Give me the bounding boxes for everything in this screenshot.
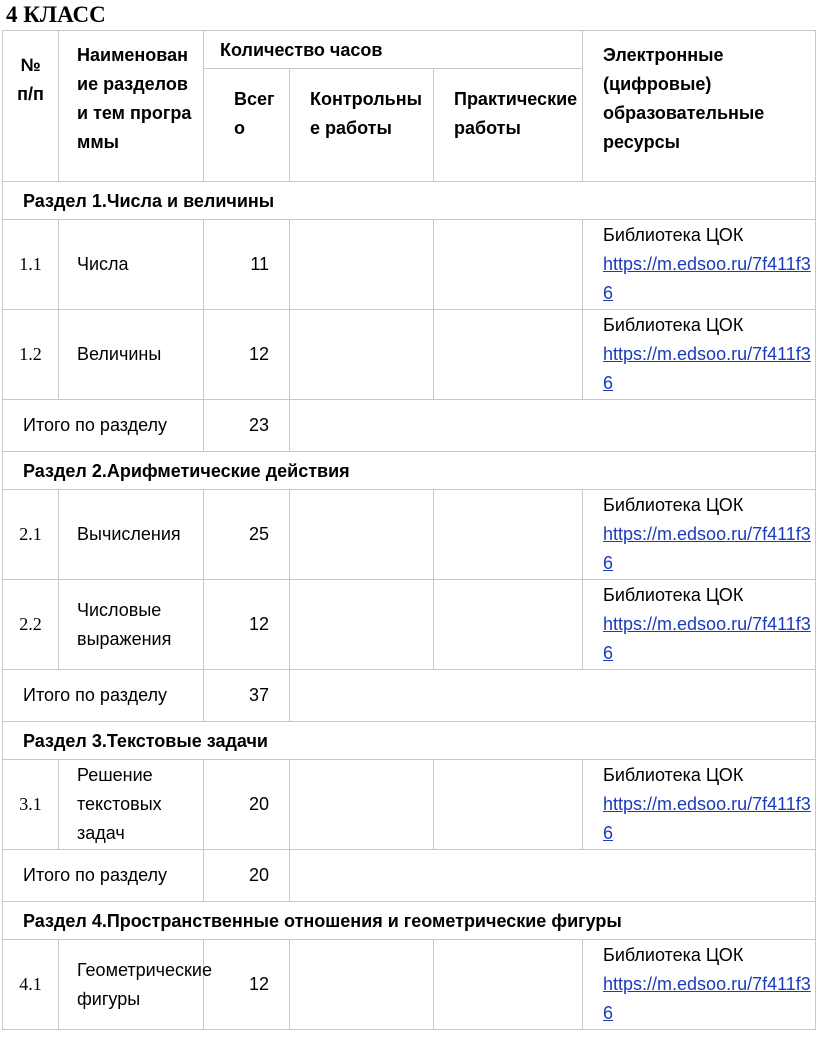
row-tests bbox=[290, 940, 434, 1030]
library-label: Библиотека ЦОК bbox=[603, 225, 744, 245]
row-hours: 12 bbox=[204, 940, 290, 1030]
header-practice-label: Практические работы bbox=[454, 89, 578, 138]
row-number: 4.1 bbox=[3, 940, 59, 1030]
table-row bbox=[3, 490, 816, 580]
header-resources bbox=[583, 31, 816, 182]
header-hours-label: Количество часов bbox=[220, 40, 383, 60]
header-hours bbox=[204, 31, 583, 69]
row-hours: 12 bbox=[204, 310, 290, 400]
row-tests bbox=[290, 310, 434, 400]
row-number: 1.2 bbox=[3, 310, 59, 400]
header-row bbox=[3, 31, 816, 69]
resource-link[interactable]: https://m.edsoo.ru/7f411f36 bbox=[603, 794, 811, 843]
table-row bbox=[3, 220, 816, 310]
header-no bbox=[3, 31, 59, 182]
row-practice bbox=[434, 940, 583, 1030]
total-empty bbox=[290, 400, 816, 452]
resource-link[interactable]: https://m.edsoo.ru/7f411f36 bbox=[603, 524, 811, 573]
library-label: Библиотека ЦОК bbox=[603, 765, 744, 785]
row-tests bbox=[290, 580, 434, 670]
library-label: Библиотека ЦОК bbox=[603, 315, 744, 335]
total-label: Итого по разделу bbox=[3, 400, 204, 452]
resource-link[interactable]: https://m.edsoo.ru/7f411f36 bbox=[603, 344, 811, 393]
row-hours: 11 bbox=[204, 220, 290, 310]
section-title: Раздел 1.Числа и величины bbox=[3, 182, 816, 220]
row-resources bbox=[583, 490, 816, 580]
section-total-row bbox=[3, 400, 816, 452]
row-resources bbox=[583, 220, 816, 310]
curriculum-table bbox=[2, 30, 816, 1030]
row-practice bbox=[434, 490, 583, 580]
section-title: Раздел 3.Текстовые задачи bbox=[3, 722, 816, 760]
section-row bbox=[3, 902, 816, 940]
library-label: Библиотека ЦОК bbox=[603, 945, 744, 965]
resource-link[interactable]: https://m.edsoo.ru/7f411f36 bbox=[603, 614, 811, 663]
row-hours: 20 bbox=[204, 760, 290, 850]
row-hours: 12 bbox=[204, 580, 290, 670]
table-row bbox=[3, 940, 816, 1030]
row-practice bbox=[434, 220, 583, 310]
header-name-label: Наименование разделов и тем программы bbox=[77, 45, 192, 152]
row-name: Решение текстовых задач bbox=[59, 760, 204, 850]
row-name: Вычисления bbox=[59, 490, 204, 580]
row-tests bbox=[290, 490, 434, 580]
table-row bbox=[3, 760, 816, 850]
header-no-label: № п/п bbox=[17, 55, 44, 104]
row-practice bbox=[434, 310, 583, 400]
header-total-label: Всего bbox=[234, 89, 275, 138]
header-tests bbox=[290, 69, 434, 182]
row-number: 2.2 bbox=[3, 580, 59, 670]
resource-link[interactable]: https://m.edsoo.ru/7f411f36 bbox=[603, 254, 811, 303]
table-row bbox=[3, 580, 816, 670]
header-name bbox=[59, 31, 204, 182]
row-name: Числа bbox=[59, 220, 204, 310]
section-title: Раздел 4.Пространственные отношения и геометрические фигуры bbox=[3, 902, 816, 940]
total-label: Итого по разделу bbox=[3, 850, 204, 902]
row-resources bbox=[583, 940, 816, 1030]
section-title: Раздел 2.Арифметические действия bbox=[3, 452, 816, 490]
row-hours: 25 bbox=[204, 490, 290, 580]
total-hours: 23 bbox=[204, 400, 290, 452]
header-total bbox=[204, 69, 290, 182]
total-hours: 20 bbox=[204, 850, 290, 902]
section-row bbox=[3, 182, 816, 220]
row-name: Геометрические фигуры bbox=[59, 940, 204, 1030]
header-tests-label: Контрольные работы bbox=[310, 89, 422, 138]
row-resources bbox=[583, 760, 816, 850]
row-name: Величины bbox=[59, 310, 204, 400]
table-row bbox=[3, 310, 816, 400]
row-tests bbox=[290, 760, 434, 850]
row-resources bbox=[583, 310, 816, 400]
section-total-row bbox=[3, 850, 816, 902]
library-label: Библиотека ЦОК bbox=[603, 495, 744, 515]
row-practice bbox=[434, 580, 583, 670]
section-row bbox=[3, 722, 816, 760]
row-resources bbox=[583, 580, 816, 670]
total-empty bbox=[290, 850, 816, 902]
row-number: 1.1 bbox=[3, 220, 59, 310]
header-practice bbox=[434, 69, 583, 182]
resource-link[interactable]: https://m.edsoo.ru/7f411f36 bbox=[603, 974, 811, 1023]
library-label: Библиотека ЦОК bbox=[603, 585, 744, 605]
section-total-row bbox=[3, 670, 816, 722]
row-number: 3.1 bbox=[3, 760, 59, 850]
total-hours: 37 bbox=[204, 670, 290, 722]
row-number: 2.1 bbox=[3, 490, 59, 580]
header-resources-label: Электронные (цифровые) образовательные ресурсы bbox=[603, 45, 765, 152]
row-tests bbox=[290, 220, 434, 310]
row-name: Числовые выражения bbox=[59, 580, 204, 670]
page-title: 4 КЛАСС bbox=[6, 2, 106, 27]
row-practice bbox=[434, 760, 583, 850]
section-row bbox=[3, 452, 816, 490]
total-empty bbox=[290, 670, 816, 722]
total-label: Итого по разделу bbox=[3, 670, 204, 722]
